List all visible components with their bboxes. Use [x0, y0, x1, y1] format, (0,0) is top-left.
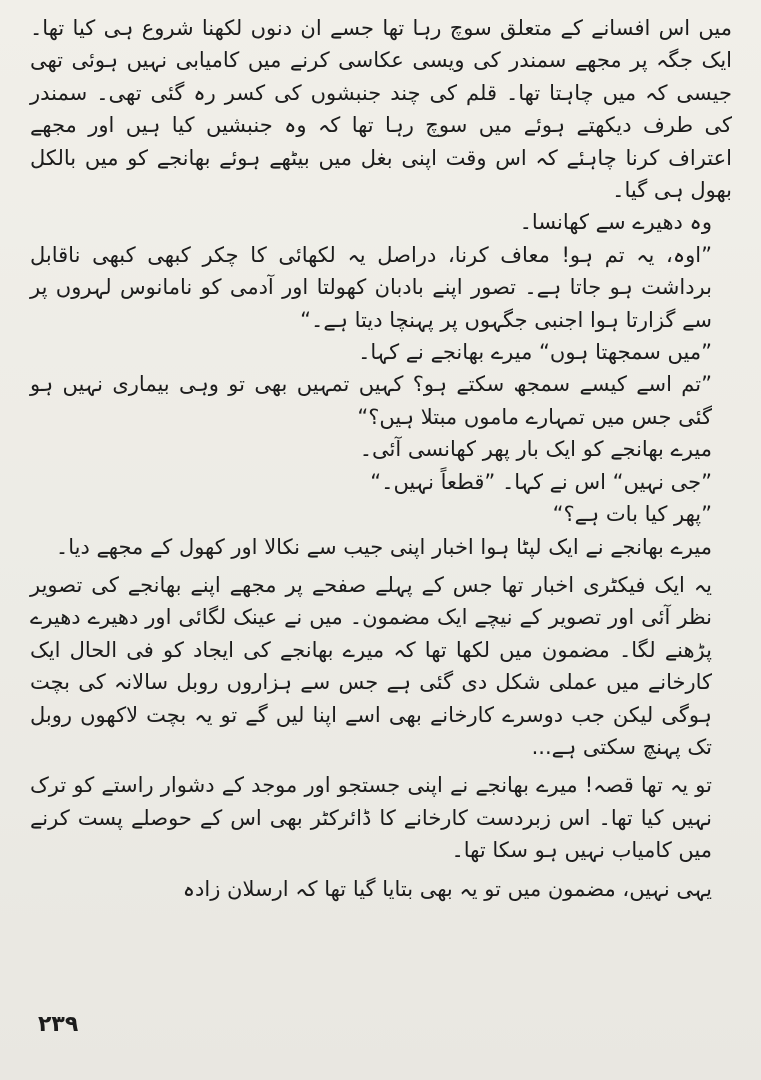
paragraph-4: ”میں سمجھتا ہوں“ میرے بھانجے نے کہا۔	[358, 340, 712, 365]
paragraph-2: وہ دھیرے سے کھانسا۔	[519, 210, 712, 235]
paragraph-11: تو یہ تھا قصہ! میرے بھانجے نے اپنی جستجو اور موجد کے دشوار راستے کو ترک نہیں کیا تھا۔ اس زبردست کارخانے کا ڈائرکٹر بھی اس کے حوصلے پست کرنے میں کامیاب نہیں ہو سکا تھا۔	[30, 773, 712, 863]
page-body	[30, 12, 732, 905]
page-number: ۲۳۹	[38, 1012, 79, 1037]
paragraph-9: میرے بھانجے نے ایک لپٹا ہوا اخبار اپنی جیب سے نکالا اور کھول کے مجھے دیا۔	[55, 534, 712, 559]
paragraph-12: یہی نہیں، مضمون میں تو یہ بھی بتایا گیا تھا کہ ارسلان زادہ	[182, 876, 712, 901]
paragraph-6: میرے بھانجے کو ایک بار پھر کھانسی آئی۔	[359, 437, 712, 462]
paragraph-5: ”تم اسے کیسے سمجھ سکتے ہو؟ کہیں تمہیں بھی تو وہی بیماری نہیں ہو گئی جس میں تمہارے ماموں مبتلا ہیں؟“	[30, 372, 712, 429]
paragraph-10: یہ ایک فیکٹری اخبار تھا جس کے پہلے صفحے پر مجھے اپنے بھانجے کی تصویر نظر آئی اور تصویر کے نیچے ایک مضمون۔ میں نے عینک لگائی اور دھیرے دھیرے پڑھنے لگا۔ مضمون میں لکھا تھا کہ میرے بھانجے کی ایجاد کو فی الحال ایک کارخانے میں عملی شکل دی گئی ہے جس سے ہزاروں روبل سالانہ کی بچت ہوگی لیکن جب دوسرے کارخانے بھی اسے اپنا لیں گے تو یہ بچت لاکھوں روبل تک پہنچ سکتی ہے...	[30, 572, 712, 759]
paragraph-3: ”اوہ، یہ تم ہو! معاف کرنا، دراصل یہ لکھائی کا چکر کبھی کبھی ناقابل برداشت ہو جاتا ہے۔ تصور اپنے بادبان کھولتا اور آدمی کو نامانوس لہروں پر سے گزارتا ہوا اجنبی جگہوں پر پہنچا دیتا ہے۔“	[30, 242, 712, 332]
paragraph-7: ”جی نہیں“ اس نے کہا۔ ”قطعاً نہیں۔“	[370, 469, 712, 494]
paragraph-8: ”پھر کیا بات ہے؟“	[552, 502, 712, 527]
paragraph-1: میں اس افسانے کے متعلق سوچ رہا تھا جسے ان دنوں لکھنا شروع ہی کیا تھا۔ ایک جگہ پر مجھے سمندر کی ویسی عکاسی کرنے میں کامیابی نہیں ہوئی تھی جیسی کہ میں چاہتا تھا۔ قلم کی چند جنبشوں کی کسر رہ گئی تھی۔ سمندر کی طرف دیکھتے ہوئے میں سوچ رہا تھا کہ وہ جنبشیں کیا ہیں اور مجھے اعتراف کرنا چاہئے کہ اس وقت اپنی بغل میں بیٹھے ہوئے بھانجے کو میں بالکل بھول ہی گیا۔	[30, 16, 732, 203]
